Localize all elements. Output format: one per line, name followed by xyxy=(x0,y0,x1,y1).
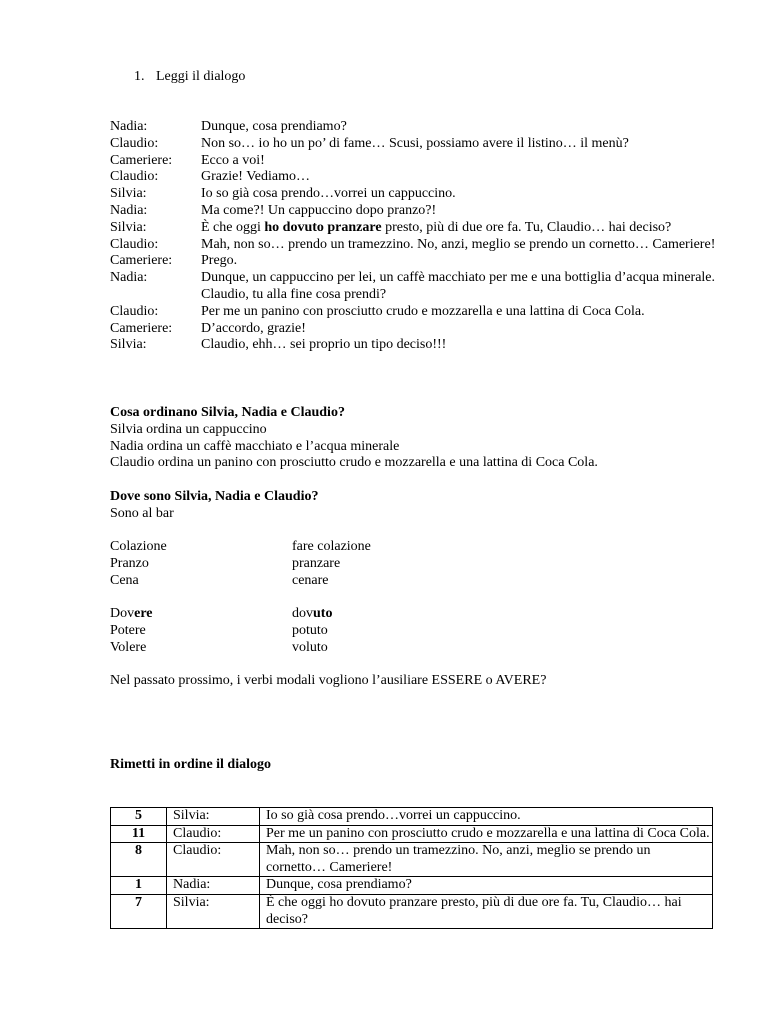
modal-row xyxy=(110,623,510,640)
vocab-row xyxy=(110,556,510,573)
reorder-table xyxy=(110,807,713,929)
line-text: Ma come?! Un cappuccino dopo pranzo?! xyxy=(201,202,437,218)
speaker: Claudio: xyxy=(110,169,159,185)
speaker: Claudio: xyxy=(110,135,159,151)
answer-line: Nadia ordina un caffè macchiato e l’acqua minerale xyxy=(110,438,400,454)
infinitive xyxy=(110,606,292,623)
speaker: Nadia: xyxy=(110,202,148,218)
table-row xyxy=(111,808,713,826)
dialogue-line xyxy=(110,304,720,321)
line-text: Prego. xyxy=(201,253,238,269)
speaker-cell: Claudio: xyxy=(167,825,260,843)
stem: Dov xyxy=(110,606,135,621)
line-cell: Dunque, cosa prendiamo? xyxy=(260,877,713,895)
dialogue-line xyxy=(110,220,720,237)
answer-line: Sono al bar xyxy=(110,505,174,521)
participle xyxy=(292,606,332,623)
speaker: Claudio: xyxy=(110,236,159,252)
exercise-title: Leggi il dialogo xyxy=(156,69,246,84)
stem: dov xyxy=(292,606,313,621)
participle: potuto xyxy=(292,622,328,638)
speaker: Claudio: xyxy=(110,303,159,319)
speaker: Nadia: xyxy=(110,119,148,134)
dialogue xyxy=(110,119,720,354)
noun: Colazione xyxy=(110,539,167,554)
speaker: Cameriere: xyxy=(110,320,173,336)
table-row xyxy=(111,894,713,928)
speaker: Silvia: xyxy=(110,337,147,353)
speaker: Cameriere: xyxy=(110,152,173,168)
exercise-heading xyxy=(134,68,245,85)
verb: cenare xyxy=(292,572,329,588)
order-number: 5 xyxy=(111,808,167,826)
line-text xyxy=(201,220,720,237)
speaker-cell: Nadia: xyxy=(167,877,260,895)
vocab-row xyxy=(110,573,510,590)
line-cell: Io so già cosa prendo…vorrei un cappuccino. xyxy=(260,808,713,826)
noun: Cena xyxy=(110,572,139,588)
question-heading: Cosa ordinano Silvia, Nadia e Claudio? xyxy=(110,405,345,420)
dialogue-line xyxy=(110,203,720,220)
meals-vocabulary xyxy=(110,539,510,589)
dialogue-line xyxy=(110,321,720,338)
answer-line: Claudio ordina un panino con prosciutto crudo e mozzarella e una lattina di Coca Cola. xyxy=(110,455,598,471)
line-text: Dunque, un cappuccino per lei, un caffè macchiato per me e una bottiglia d’acqua minerale. Claudio, tu alla fine cosa prendi? xyxy=(201,270,716,302)
reorder-title: Rimetti in ordine il dialogo xyxy=(110,757,271,772)
verb: pranzare xyxy=(292,555,341,571)
participle: voluto xyxy=(292,639,328,655)
text-segment: presto, più di due ore fa. Tu, Claudio… hai deciso? xyxy=(381,219,672,235)
bold-phrase: ho dovuto pranzare xyxy=(264,219,382,235)
verb: fare colazione xyxy=(292,539,371,554)
dialogue-line xyxy=(110,237,720,254)
question-heading: Dove sono Silvia, Nadia e Claudio? xyxy=(110,489,319,504)
question-location xyxy=(110,489,710,523)
table-row xyxy=(111,843,713,877)
dialogue-line xyxy=(110,337,720,354)
dialogue-line xyxy=(110,136,720,153)
speaker-cell: Silvia: xyxy=(167,894,260,928)
dialogue-line xyxy=(110,153,720,170)
speaker-cell: Claudio: xyxy=(167,843,260,877)
modal-row xyxy=(110,606,510,623)
line-text: Claudio, ehh… sei proprio un tipo deciso!!! xyxy=(201,337,447,353)
line-text: Ecco a voi! xyxy=(201,152,265,168)
dialogue-line xyxy=(110,186,720,203)
speaker-cell: Silvia: xyxy=(167,808,260,826)
line-text: Per me un panino con prosciutto crudo e mozzarella e una lattina di Coca Cola. xyxy=(201,303,645,319)
order-number: 8 xyxy=(111,843,167,877)
line-cell: Mah, non so… prendo un tramezzino. No, anzi, meglio se prendo un cornetto… Cameriere! xyxy=(260,843,713,877)
line-text: Io so già cosa prendo…vorrei un cappuccino. xyxy=(201,186,456,202)
speaker: Cameriere: xyxy=(110,253,173,269)
speaker: Silvia: xyxy=(110,219,147,235)
order-number: 1 xyxy=(111,877,167,895)
modal-verbs xyxy=(110,606,510,656)
order-number: 7 xyxy=(111,894,167,928)
modal-row xyxy=(110,640,510,657)
text-segment: È che oggi xyxy=(201,219,265,235)
line-cell: Per me un panino con prosciutto crudo e mozzarella e una lattina di Coca Cola. xyxy=(260,825,713,843)
answer-line: Silvia ordina un cappuccino xyxy=(110,421,267,437)
auxiliary-question: Nel passato prossimo, i verbi modali vogliono l’ausiliare ESSERE o AVERE? xyxy=(110,673,547,688)
vocab-row xyxy=(110,539,510,556)
line-text: D’accordo, grazie! xyxy=(201,320,306,336)
line-text: Mah, non so… prendo un tramezzino. No, anzi, meglio se prendo un cornetto… Cameriere! xyxy=(201,236,716,252)
line-text: Grazie! Vediamo… xyxy=(201,169,310,185)
infinitive: Volere xyxy=(110,639,147,655)
table-row xyxy=(111,877,713,895)
line-text: Dunque, cosa prendiamo? xyxy=(201,119,347,134)
ending: uto xyxy=(313,606,333,621)
line-cell: È che oggi ho dovuto pranzare presto, più di due ore fa. Tu, Claudio… hai deciso? xyxy=(260,894,713,928)
table-row xyxy=(111,825,713,843)
speaker: Nadia: xyxy=(110,270,148,286)
list-number: 1. xyxy=(134,69,145,84)
dialogue-line xyxy=(110,169,720,186)
dialogue-line xyxy=(110,270,720,304)
order-number: 11 xyxy=(111,825,167,843)
ending: ere xyxy=(134,606,153,621)
infinitive: Potere xyxy=(110,622,146,638)
dialogue-line xyxy=(110,253,720,270)
line-text: Non so… io ho un po’ di fame… Scusi, possiamo avere il listino… il menù? xyxy=(201,135,629,151)
noun: Pranzo xyxy=(110,555,149,571)
speaker: Silvia: xyxy=(110,186,147,202)
dialogue-line xyxy=(110,119,720,136)
question-orders xyxy=(110,405,710,472)
